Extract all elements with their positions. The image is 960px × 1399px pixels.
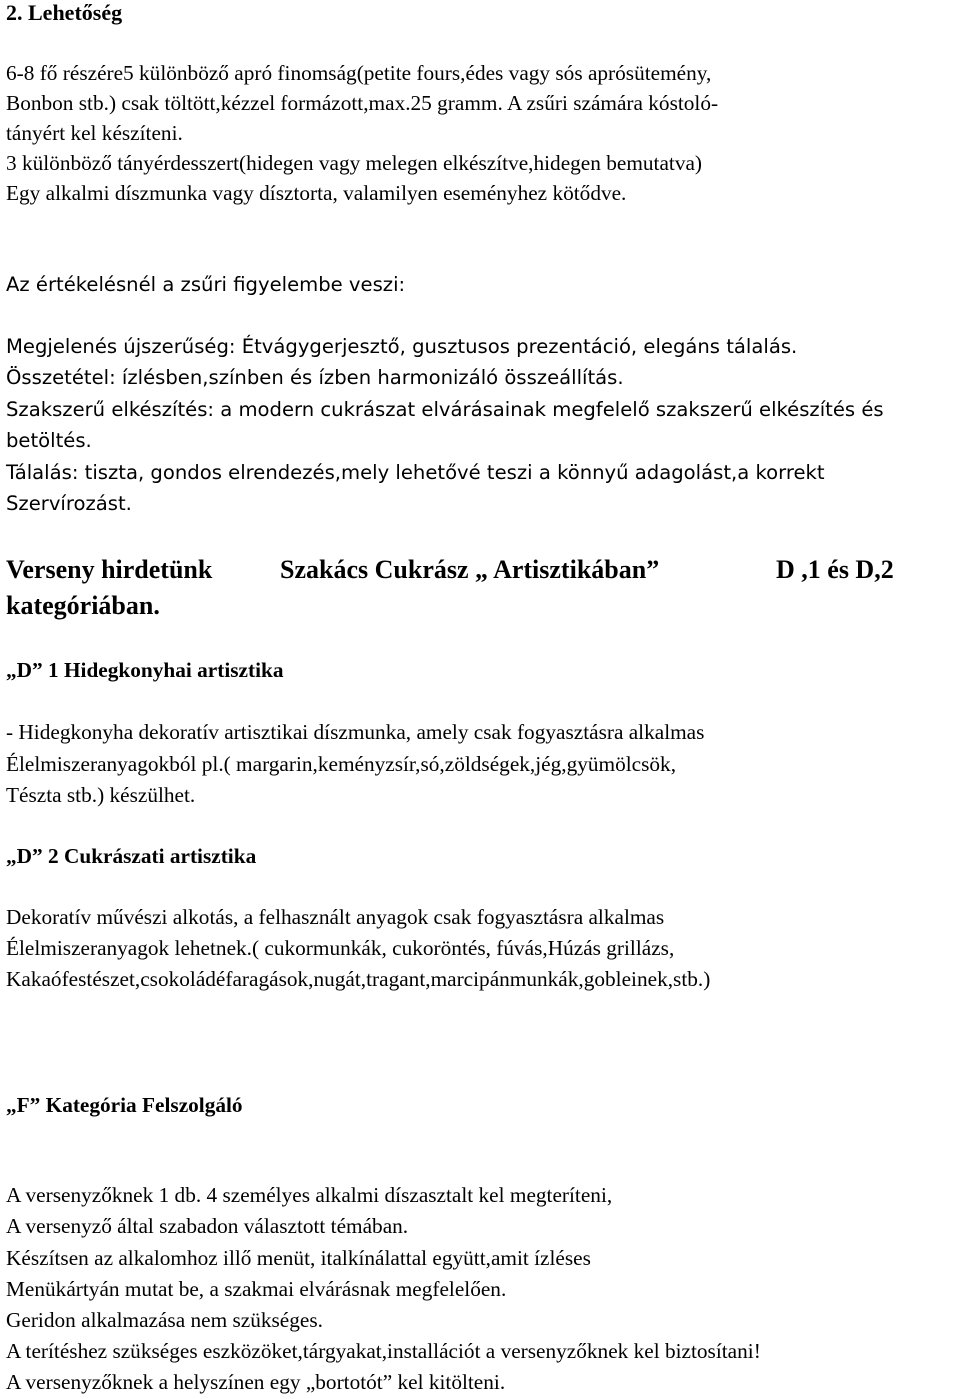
f-line-1: A versenyzőknek 1 db. 4 személyes alkalmi díszasztalt kel megteríteni, [6, 1183, 613, 1207]
intro-line-2: Bonbon stb.) csak töltött,kézzel formázott,max.25 gramm. A zsűri számára kóstoló- [6, 91, 719, 115]
f-line-2: A versenyző által szabadon választott témában. [6, 1214, 409, 1238]
d1-title: „D” 1 Hidegkonyhai artisztika [6, 658, 284, 682]
d2-title: „D” 2 Cukrászati artisztika [6, 844, 257, 868]
intro-line-4: 3 különböző tányérdesszert(hidegen vagy melegen elkészítve,hidegen bemutatva) [6, 151, 703, 175]
d1-line-3: Tészta stb.) készülhet. [6, 783, 196, 807]
criteria-line-3: Szakszerű elkészítés: a modern cukrászat elvárásainak megfelelő szakszerű elkészítés és [6, 398, 884, 421]
section-heading: 2. Lehetőség [6, 0, 123, 25]
criteria-line-6: Szervírozást. [6, 492, 132, 515]
f-line-4: Menükártyán mutat be, a szakmai elvárásnak megfelelően. [6, 1277, 507, 1301]
intro-line-1: 6-8 fő részére5 különböző apró finomság(petite fours,édes vagy sós aprósütemény, [6, 61, 712, 85]
intro-line-5: Egy alkalmi díszmunka vagy dísztorta, valamilyen eseményhez kötődve. [6, 181, 627, 205]
announcement-mid: Szakács Cukrász „ Artisztikában” [280, 555, 660, 584]
criteria-line-2: Összetétel: ízlésben,színben és ízben harmonizáló összeállítás. [6, 366, 624, 389]
criteria-line-4: betöltés. [6, 429, 92, 452]
d2-line-3: Kakaófestészet,csokoládéfaragások,nugát,tragant,marcipánmunkák,gobleinek,stb.) [6, 967, 711, 991]
d2-line-2: Élelmiszeranyagok lehetnek.( cukormunkák, cukoröntés, fúvás,Húzás grillázs, [6, 936, 675, 960]
announcement-right: D ,1 és D,2 [776, 555, 894, 584]
announcement-line-2: kategóriában. [6, 591, 160, 620]
f-title: „F” Kategória Felszolgáló [6, 1093, 243, 1117]
evaluation-intro: Az értékelésnél a zsűri figyelembe veszi: [6, 273, 406, 296]
criteria-line-1: Megjelenés újszerűség: Étvágygerjesztő, gusztusos prezentáció, elegáns tálalás. [6, 335, 798, 358]
f-line-3: Készítsen az alkalomhoz illő menüt, italkínálattal együtt,amit ízléses [6, 1246, 591, 1270]
d1-line-1: - Hidegkonyha dekoratív artisztikai díszmunka, amely csak fogyasztásra alkalmas [6, 720, 705, 744]
announcement-left: Verseny hirdetünk [6, 555, 213, 584]
d2-line-1: Dekoratív művészi alkotás, a felhasznált anyagok csak fogyasztásra alkalmas [6, 905, 665, 929]
f-line-6: A terítéshez szükséges eszközöket,tárgyakat,installációt a versenyzőknek kel biztosítani! [6, 1339, 761, 1363]
d1-line-2: Élelmiszeranyagokból pl.( margarin,keményzsír,só,zöldségek,jég,gyümölcsök, [6, 752, 677, 776]
intro-line-3: tányért kel készíteni. [6, 121, 183, 145]
f-line-7: A versenyzőknek a helyszínen egy „bortotót” kel kitölteni. [6, 1370, 506, 1394]
criteria-line-5: Tálalás: tiszta, gondos elrendezés,mely lehetővé teszi a könnyű adagolást,a korrekt [6, 461, 825, 484]
f-line-5: Geridon alkalmazása nem szükséges. [6, 1308, 323, 1332]
